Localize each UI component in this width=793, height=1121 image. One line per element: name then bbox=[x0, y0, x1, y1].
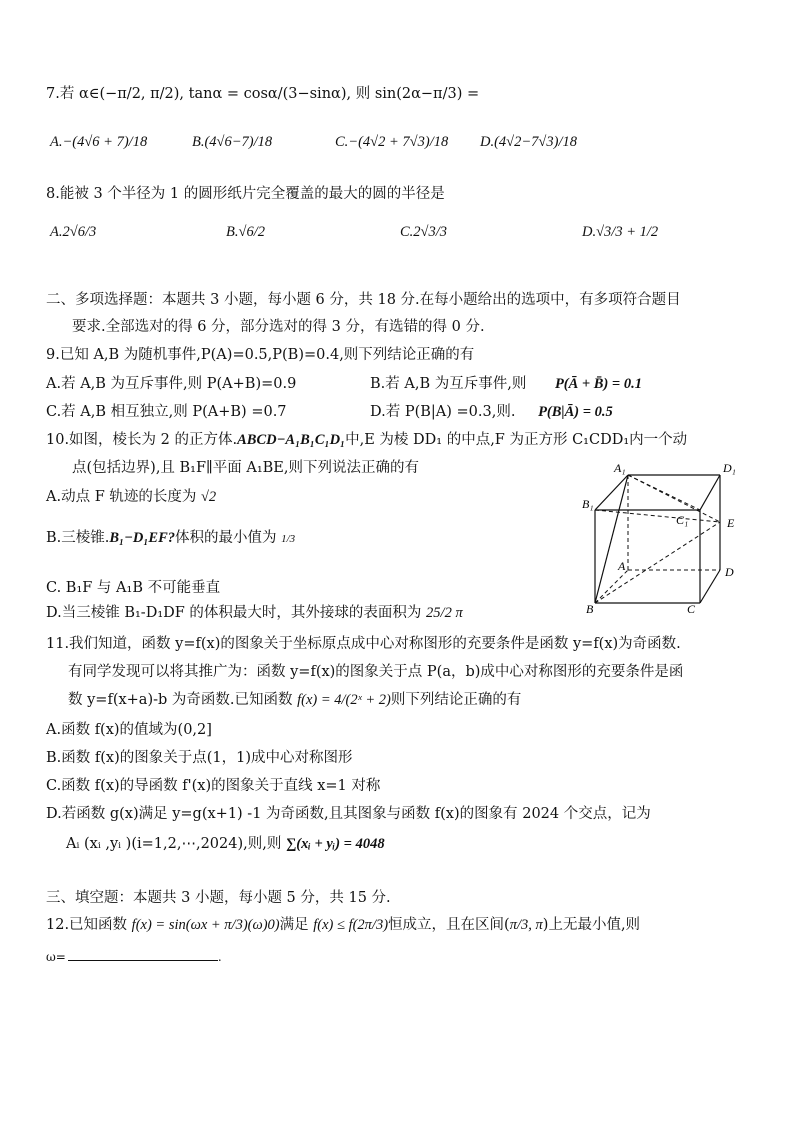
section2-heading: 二、多项选择题：本题共 3 小题，每小题 6 分，共 18 分.在每小题给出的选项中，有多项符合题目 bbox=[46, 292, 681, 308]
section2-instructions: 要求.全部选对的得 6 分，部分选对的得 3 分，有选错的得 0 分. bbox=[72, 319, 485, 335]
label-c1: C₁ bbox=[676, 513, 689, 527]
q10-option-b-math: B₁−D₁EF? bbox=[109, 530, 176, 546]
q10-option-b-text: B.三棱锥. bbox=[46, 530, 110, 546]
q11-option-b: B.函数 f(x)的图象关于点(1，1)成中心对称图形 bbox=[46, 750, 353, 766]
q12-function: f(x) = sin(ωx + π/3)(ω)0) bbox=[131, 917, 280, 933]
q11-stem-line1: 11.我们知道，函数 y=f(x)的图象关于坐标原点成中心对称图形的充要条件是函数 y=f(x)为奇函数. bbox=[46, 636, 681, 652]
q11-function: f(x) = 4/(2ˣ + 2) bbox=[297, 692, 391, 708]
q7-option-d: D.(4√2−7√3)/18 bbox=[480, 134, 577, 150]
q9-option-d-math: P(B|Ā) = 0.5 bbox=[538, 404, 613, 420]
q12-stem bbox=[46, 913, 640, 934]
q12-answer-line bbox=[46, 948, 222, 964]
q8-stem: 8.能被 3 个半径为 1 的圆形纸片完全覆盖的最大的圆的半径是 bbox=[46, 186, 445, 202]
q10-option-d-text: D.当三棱锥 B₁-D₁DF 的体积最大时，其外接球的表面积为 bbox=[46, 605, 422, 621]
label-a: A bbox=[618, 559, 626, 573]
q9-option-b bbox=[370, 372, 642, 393]
label-e: E bbox=[727, 516, 735, 530]
q9-option-b-text: B.若 A,B 为互斥事件,则 bbox=[370, 376, 527, 392]
q10-option-b-frac: 1/3 bbox=[281, 533, 296, 545]
q7-option-c: C.−(4√2 + 7√3)/18 bbox=[335, 134, 449, 150]
q10-option-a bbox=[46, 485, 216, 506]
q12-text-a: 12.已知函数 bbox=[46, 917, 128, 933]
q11-stem-tail: 则下列结论正确的有 bbox=[390, 692, 522, 708]
q9-option-a: A.若 A,B 为互斥事件,则 P(A+B)=0.9 bbox=[46, 376, 297, 392]
label-c: C bbox=[687, 602, 696, 616]
q10-option-a-text: A.动点 F 轨迹的长度为 bbox=[46, 489, 197, 505]
q11-option-a: A.函数 f(x)的值域为(0,2] bbox=[46, 722, 212, 738]
q7-option-a: A.−(4√6 + 7)/18 bbox=[50, 134, 148, 150]
q11-stem-text: 数 y=f(x+a)-b 为奇函数.已知函数 bbox=[68, 692, 293, 708]
q7-stem: 7.若 α∈(−π/2, π/2), tanα = cosα/(3−sinα), 则 sin(2α−π/3) = bbox=[46, 86, 480, 102]
q11-stem-line3 bbox=[68, 688, 521, 709]
q12-interval: π/3, π bbox=[509, 917, 543, 933]
label-b1: B₁ bbox=[582, 497, 594, 511]
q11-option-d-text: Aᵢ (xᵢ ,yᵢ )(i=1,2,⋯,2024),则,则 bbox=[66, 836, 282, 852]
q10-option-a-math: √2 bbox=[200, 489, 217, 505]
q8-option-c: C.2√3/3 bbox=[400, 224, 448, 240]
q8-option-a: A.2√6/3 bbox=[50, 224, 97, 240]
q7-option-b: B.(4√6−7)/18 bbox=[192, 134, 273, 150]
q12-text-c: 恒成立，且在区间( bbox=[388, 917, 510, 933]
q10-stem-line1 bbox=[46, 428, 687, 449]
q11-option-d-line1: D.若函数 g(x)满足 y=g(x+1) -1 为奇函数,且其图象与函数 f(x)的图象有 2024 个交点，记为 bbox=[46, 806, 651, 822]
q10-option-d-math: 25/2 π bbox=[426, 605, 463, 621]
label-b: B bbox=[586, 602, 594, 616]
label-d1: D₁ bbox=[723, 461, 736, 475]
q10-stem-line2: 点(包括边界),且 B₁F∥平面 A₁BE,则下列说法正确的有 bbox=[72, 460, 420, 476]
q8-option-d: D.√3/3 + 1/2 bbox=[582, 224, 659, 240]
q12-condition: f(x) ≤ f(2π/3) bbox=[313, 917, 389, 933]
q12-answer-period: . bbox=[217, 950, 222, 964]
q11-option-d-math: ∑(xᵢ + yᵢ) = 4048 bbox=[285, 836, 385, 852]
q10-stem-text-2: 中,E 为棱 DD₁ 的中点,F 为正方形 C₁CDD₁内一个动 bbox=[345, 432, 688, 448]
q12-answer-blank[interactable] bbox=[68, 948, 218, 961]
q11-option-d-line2 bbox=[66, 832, 385, 853]
q10-option-b bbox=[46, 526, 295, 547]
q9-option-c: C.若 A,B 相互独立,则 P(A+B) =0.7 bbox=[46, 404, 287, 420]
q10-cube-name: ABCD−A₁B₁C₁D₁ bbox=[237, 432, 346, 448]
q9-stem: 9.已知 A,B 为随机事件,P(A)=0.5,P(B)=0.4,则下列结论正确的有 bbox=[46, 347, 475, 363]
q10-stem-text: 10.如图，棱长为 2 的正方体. bbox=[46, 432, 238, 448]
q12-answer-prefix: ω= bbox=[46, 950, 66, 964]
q9-option-d-text: D.若 P(B|A) =0.3,则. bbox=[370, 404, 516, 420]
q12-text-d: )上无最小值,则 bbox=[542, 917, 641, 933]
q10-option-d bbox=[46, 601, 463, 622]
q11-stem-line2: 有同学发现可以将其推广为：函数 y=f(x)的图象关于点 P(a，b)成中心对称图形的充要条件是函 bbox=[68, 664, 684, 680]
q11-option-c: C.函数 f(x)的导函数 f'(x)的图象关于直线 x=1 对称 bbox=[46, 778, 381, 794]
q12-text-b: 满足 bbox=[279, 917, 309, 933]
label-a1: A₁ bbox=[614, 461, 626, 475]
section3-heading: 三、填空题：本题共 3 小题，每小题 5 分，共 15 分. bbox=[46, 890, 391, 906]
q10-option-b-tail: 体积的最小值为 bbox=[175, 530, 277, 546]
q9-option-d bbox=[370, 400, 613, 421]
q9-option-b-math: P(Ā + B̄) = 0.1 bbox=[554, 376, 642, 392]
label-d: D bbox=[725, 565, 734, 579]
cube-figure bbox=[580, 458, 750, 618]
q10-option-c: C. B₁F 与 A₁B 不可能垂直 bbox=[46, 580, 221, 596]
q8-option-b: B.√6/2 bbox=[226, 224, 265, 240]
